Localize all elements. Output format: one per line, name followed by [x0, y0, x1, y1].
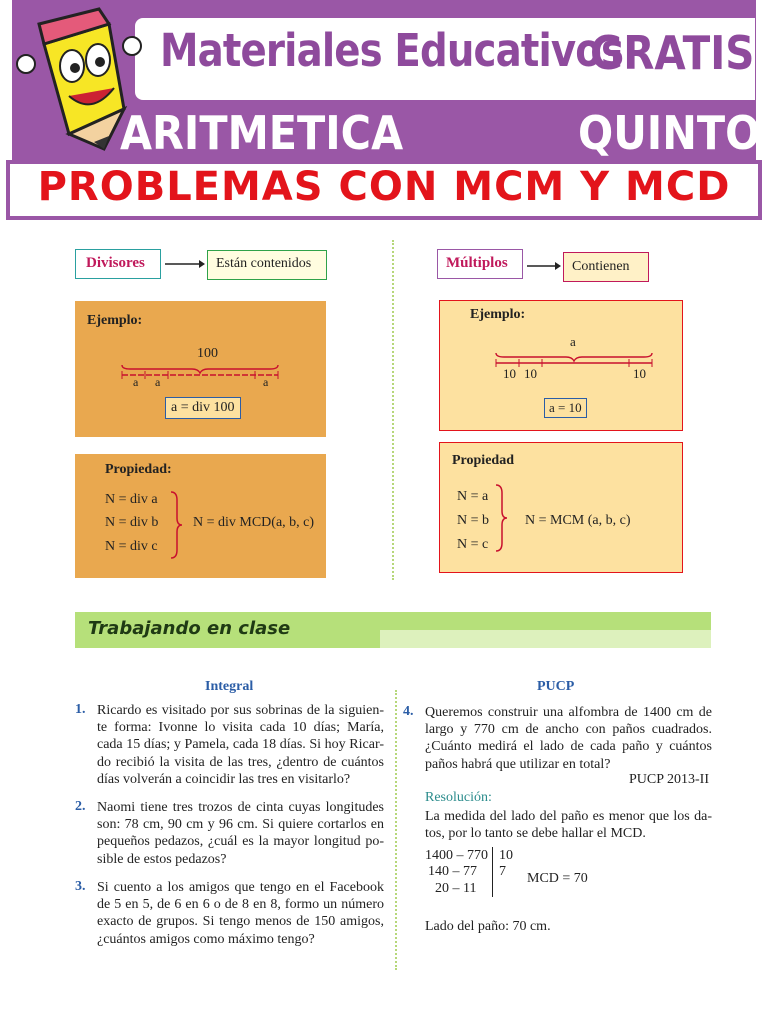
table-row: 20 – 11: [435, 881, 477, 896]
segment-part: 10: [503, 366, 516, 381]
problem-text: Queremos construir una alfombra de 1400 cm de largo y 770 cm de ancho con paños cuadrados. ¿Cuánto medirá el lado de cada paño y cuántos paños habrá que utilizar en total?: [425, 705, 712, 772]
grade-label: QUINTO: [578, 106, 761, 160]
gratis-label: GRATIS: [590, 26, 755, 80]
problem-number: 3.: [75, 879, 86, 894]
table-factor: 10: [499, 848, 513, 863]
mcd-result: MCD = 70: [527, 871, 588, 886]
problem-text: Si cuento a los amigos que tengo en el Facebook de 5 en 5, de 6 en 6 o de 8 en 8, formo un número exacto de grupos. Si tengo menos de 150 amigos, ¿cuántos amigos como máximo tengo?: [97, 880, 384, 947]
problem-source: PUCP 2013-II: [629, 772, 709, 787]
segment-part: 10: [633, 366, 646, 381]
resolution-label: Resolución:: [425, 790, 492, 805]
arrow-right-icon: [527, 260, 561, 272]
formula-box: a = div 100: [165, 397, 241, 419]
brace-icon: [494, 483, 508, 553]
subject-title: ARITMETICA: [120, 106, 404, 160]
segment-total: a: [570, 334, 576, 349]
segment-part: a: [263, 375, 269, 389]
segment-part: a: [155, 375, 161, 389]
problem-number: 4.: [403, 704, 414, 719]
answer-text: Lado del paño: 70 cm.: [425, 919, 551, 934]
segment-diagram: [120, 361, 280, 383]
arrow-right-icon: [165, 258, 205, 270]
estan-contenidos-label: Están contenidos: [207, 250, 327, 280]
table-row: 1400 – 770: [425, 848, 488, 863]
property-line: N = a: [457, 489, 489, 504]
topic-title: PROBLEMAS CON MCM Y MCD: [37, 164, 731, 210]
table-divider: [492, 847, 493, 897]
divisores-label: Divisores: [75, 249, 161, 279]
contienen-label: Contienen: [563, 252, 649, 282]
property-label: Propiedad:: [105, 462, 172, 477]
multiplos-label: Múltiplos: [437, 249, 523, 279]
formula-box: a = 10: [544, 398, 587, 418]
property-line: N = div c: [105, 539, 158, 554]
column-divider: [392, 240, 394, 580]
multiplos-property-box: [439, 442, 683, 573]
example-label: Ejemplo:: [87, 313, 143, 328]
column-heading-integral: Integral: [205, 679, 254, 694]
multiplos-example-box: [439, 300, 683, 431]
property-result: N = MCM (a, b, c): [525, 513, 631, 528]
pencil-mascot-icon: [14, 4, 144, 154]
problem-number: 2.: [75, 799, 86, 814]
problem-number: 1.: [75, 702, 86, 717]
segment-part: 10: [524, 366, 537, 381]
property-line: N = b: [457, 513, 490, 528]
section-title: Trabajando en clase: [88, 618, 291, 639]
site-title: Materiales Educativos: [160, 24, 624, 77]
segment-total: 100: [197, 346, 218, 361]
property-line: N = div b: [105, 515, 159, 530]
property-line: N = c: [457, 537, 489, 552]
brace-icon: [169, 490, 183, 560]
segment-part: a: [133, 375, 139, 389]
header-banner: [0, 0, 768, 222]
table-row: 140 – 77: [428, 864, 477, 879]
column-divider: [395, 690, 397, 970]
divisores-property-box: [75, 454, 326, 578]
example-label: Ejemplo:: [470, 307, 526, 322]
segment-diagram: [494, 349, 654, 371]
resolution-text: La medida del lado del paño es menor que los da-tos, por lo tanto se debe hallar el MCD.: [425, 809, 712, 842]
property-line: N = div a: [105, 492, 158, 507]
problem-text: Ricardo es visitado por sus sobrinas de la siguien-te forma: Ivonne lo visita cada 10 días; María, cada 15 días; y Pamela, cada 18 días. Si hoy Ricar-do recibió la visita de las tres, ¿dentro de cuántos días volverán a coincidir las tres en visitarlo?: [97, 703, 384, 787]
table-factor: 7: [499, 864, 506, 879]
problem-text: Naomi tiene tres trozos de cinta cuyas longitudes son: 78 cm, 90 cm y 96 cm. Si quiere cortarlos en pequeños pedazos, ¿cuál es la mayor longitud po-sible de estos pedazos?: [97, 800, 384, 867]
property-label: Propiedad: [452, 453, 514, 468]
divisores-example-box: [75, 301, 326, 437]
section-bar-accent: [380, 630, 711, 648]
property-result: N = div MCD(a, b, c): [193, 515, 315, 530]
column-heading-pucp: PUCP: [537, 679, 575, 694]
